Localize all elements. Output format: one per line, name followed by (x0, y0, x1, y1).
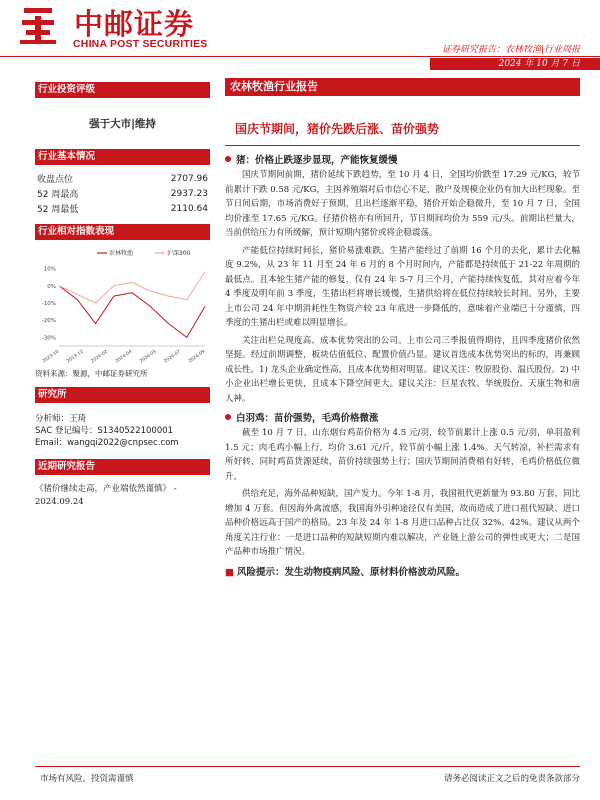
bullet-square-icon: ■ (225, 566, 234, 578)
breadcrumb: 证券研究报告：农林牧渔|行业周报 (441, 45, 580, 55)
series-line-1 (59, 272, 205, 303)
info-label: 收盘点位 (37, 175, 74, 185)
report-type-banner: 农林牧渔行业报告 (225, 78, 580, 96)
footer-left: 市场有风险，投资需谨慎 (40, 774, 134, 784)
report-date: 2024 年 10 月 7 日 (430, 58, 600, 70)
chart-section-head: 行业相对指数表现 (35, 224, 210, 240)
table-row (35, 186, 210, 201)
page-footer (0, 766, 600, 796)
report-title: 国庆节期间，猪价先跌后涨、苗价强势 (235, 122, 440, 136)
footer-right: 请务必阅读正文之后的免责条款部分 (443, 774, 580, 784)
relative-index-chart (35, 246, 210, 366)
footer-rule (35, 766, 580, 767)
logo-text-cn: 中邮证券 (74, 7, 195, 41)
chart-source: 资料来源：聚源，中邮证券研究所 (35, 369, 148, 378)
info-label: 52 周最高 (37, 190, 79, 200)
table-row (35, 171, 210, 186)
x-tick-label: 2023-10 (41, 349, 61, 365)
paragraph: 产能低位持续时间长，猪价易涨难跌。生猪产能经过了前期 16 个月的去化，累计去化幅度 9.2%，从 23 年 11 月至 24 年 6 月的 8 个月时间内，产能都是持续低于 21-22 年周期的最低点。且本轮生猪产能的修复，仅有 24 年 5-7 月三个月，产能持续恢复低，其对应着今年 4 季度及明年前 3 季度，生猪出栏将增长缓慢，生猪供给将在低位持续较长时间。另外，主要上市公司 24 年中期消耗性生物资产较 23 年底进一步降低的，意味着产业端已十分谨慎，四季度的生猪出栏或难以明显增长。 (225, 245, 580, 328)
sidebar (35, 82, 210, 509)
section-head-text: 猪：价格止跌逐步显现，产能恢复缓慢 (236, 155, 398, 166)
section-head-chicken (225, 410, 580, 424)
x-tick-label: 2024-07 (163, 349, 182, 365)
info-value: 2110.64 (170, 203, 208, 214)
paragraph: 供给充足，海外品种短缺，国产发力。今年 1-8 月，我国祖代更新量为 93.80 万套，同比增加 4 万套。但因海外禽流感，我国海外引种途径仅有美国，故而造成了进口祖代短缺、进口品种价格远高于国产的格局。23 年及 24 年 1-8 月进口品种占比仅 32%、42%。建议从两个角度关注行业：一是进口品种的短缺短期内难以解决，产业链上游公司的弹性或更大；二是国产品种市场推广情况。 (225, 489, 580, 557)
x-tick-label: 2024-09 (187, 349, 207, 365)
y-tick-label: -30% (41, 335, 56, 342)
main-content (225, 78, 580, 580)
y-tick-label: 10% (43, 266, 56, 273)
analyst-info (35, 413, 210, 449)
x-tick-label: 2023-12 (66, 349, 85, 365)
y-tick-label: 0% (47, 283, 56, 290)
page-header (0, 0, 600, 60)
section-head-text: 风险提示：发生动物疫病风险、原材料价格波动风险。 (236, 566, 465, 578)
title-rule (225, 145, 580, 146)
bullet-dot-icon (225, 414, 231, 420)
logo-text-en: CHINA POST SECURITIES (73, 38, 208, 50)
section-head-pig (225, 152, 580, 166)
section-head-text: 白羽鸡：苗价强势，毛鸡价格微涨 (236, 413, 379, 424)
analyst-sac: SAC 登记编号：S1340522100001 (35, 426, 174, 436)
china-post-logo-icon (18, 4, 58, 48)
chart-svg (35, 246, 210, 366)
rating-section-head: 行业投资评级 (35, 82, 210, 98)
series-line-0 (59, 286, 205, 338)
industry-rating: 强于大市|维持 (89, 118, 156, 130)
x-tick-label: 2024-04 (114, 349, 134, 365)
info-value: 2937.23 (170, 188, 208, 199)
paragraph: 国庆节期间前期，猪价延续下跌趋势，至 10 月 4 日，全国均价跌至 17.29 元/KG，较节前累计下跌 0.58 元/KG，主因养殖端对后市信心不足，散户及规模企业仍有加大出栏现象。至节日间后期，市场消费好于预期，且出栏逐渐平稳，猪价开始企稳微升，至 10 月 7 日，全国均价涨至 17.65 元/KG。仔猪价格亦有所回升，节日期间均价为 559 元/头。前期出栏量大，当前供给压力有所缓解，预计短期内猪价或将企稳震荡。 (225, 170, 580, 238)
date-bar (0, 56, 600, 70)
paragraph: 截至 10 月 7 日，山东烟台鸡苗价格为 4.5 元/羽，较节前累计上涨 0.5 元/羽，单羽盈利 1.5 元；肉毛鸡小幅上行，均价 3.61 元/斤，较节前小幅上涨 1.4%。天气转凉，补栏需求有所好转，同时鸡苗货源延续，苗价持续强势上行；国庆节期间消费稍有好转，毛鸡价格低位微升。 (225, 428, 580, 482)
basic-info-table (35, 171, 210, 216)
legend-label: 沪深300 (167, 250, 191, 257)
analyst-email: Email：wangqi2022@cnpsec.com (35, 438, 179, 448)
info-value: 2707.96 (170, 173, 208, 184)
table-row (35, 201, 210, 216)
recent-report-link[interactable]: 《猪价继续走高，产业端依然谨慎》 - 2024.09.24 (35, 484, 177, 507)
basic-info-section-head: 行业基本情况 (35, 149, 210, 165)
y-tick-label: -10% (41, 301, 56, 307)
x-tick-label: 2024-02 (90, 349, 109, 365)
y-tick-label: -20% (41, 318, 56, 325)
section-head-risk (225, 564, 580, 578)
paragraph: 关注出栏兑现度高、成本优势突出的公司。上市公司三季报值得期待，且四季度猪价依然坚挺。经过前期调整，板块估值低位、配置价值凸显。建议首选成本优势突出的标的，再兼顾成长性。1) 龙头企业确定性高，且成本优势相对明显。建议关注：牧原股份、温氏股份。2) 中小企业出栏增长更快，且成本下降空间更大。建议关注：巨星农牧、华统股份、天康生物和唐人神。 (225, 335, 580, 404)
recent-section-head: 近期研究报告 (35, 459, 210, 475)
x-tick-label: 2024-05 (139, 349, 158, 365)
header-rule (0, 56, 600, 57)
research-section-head: 研究所 (35, 387, 210, 403)
info-label: 52 周最低 (37, 205, 79, 215)
analyst-name: 分析师：王琦 (35, 414, 87, 424)
bullet-dot-icon (225, 156, 231, 162)
legend-label: 农林牧渔 (109, 250, 134, 257)
